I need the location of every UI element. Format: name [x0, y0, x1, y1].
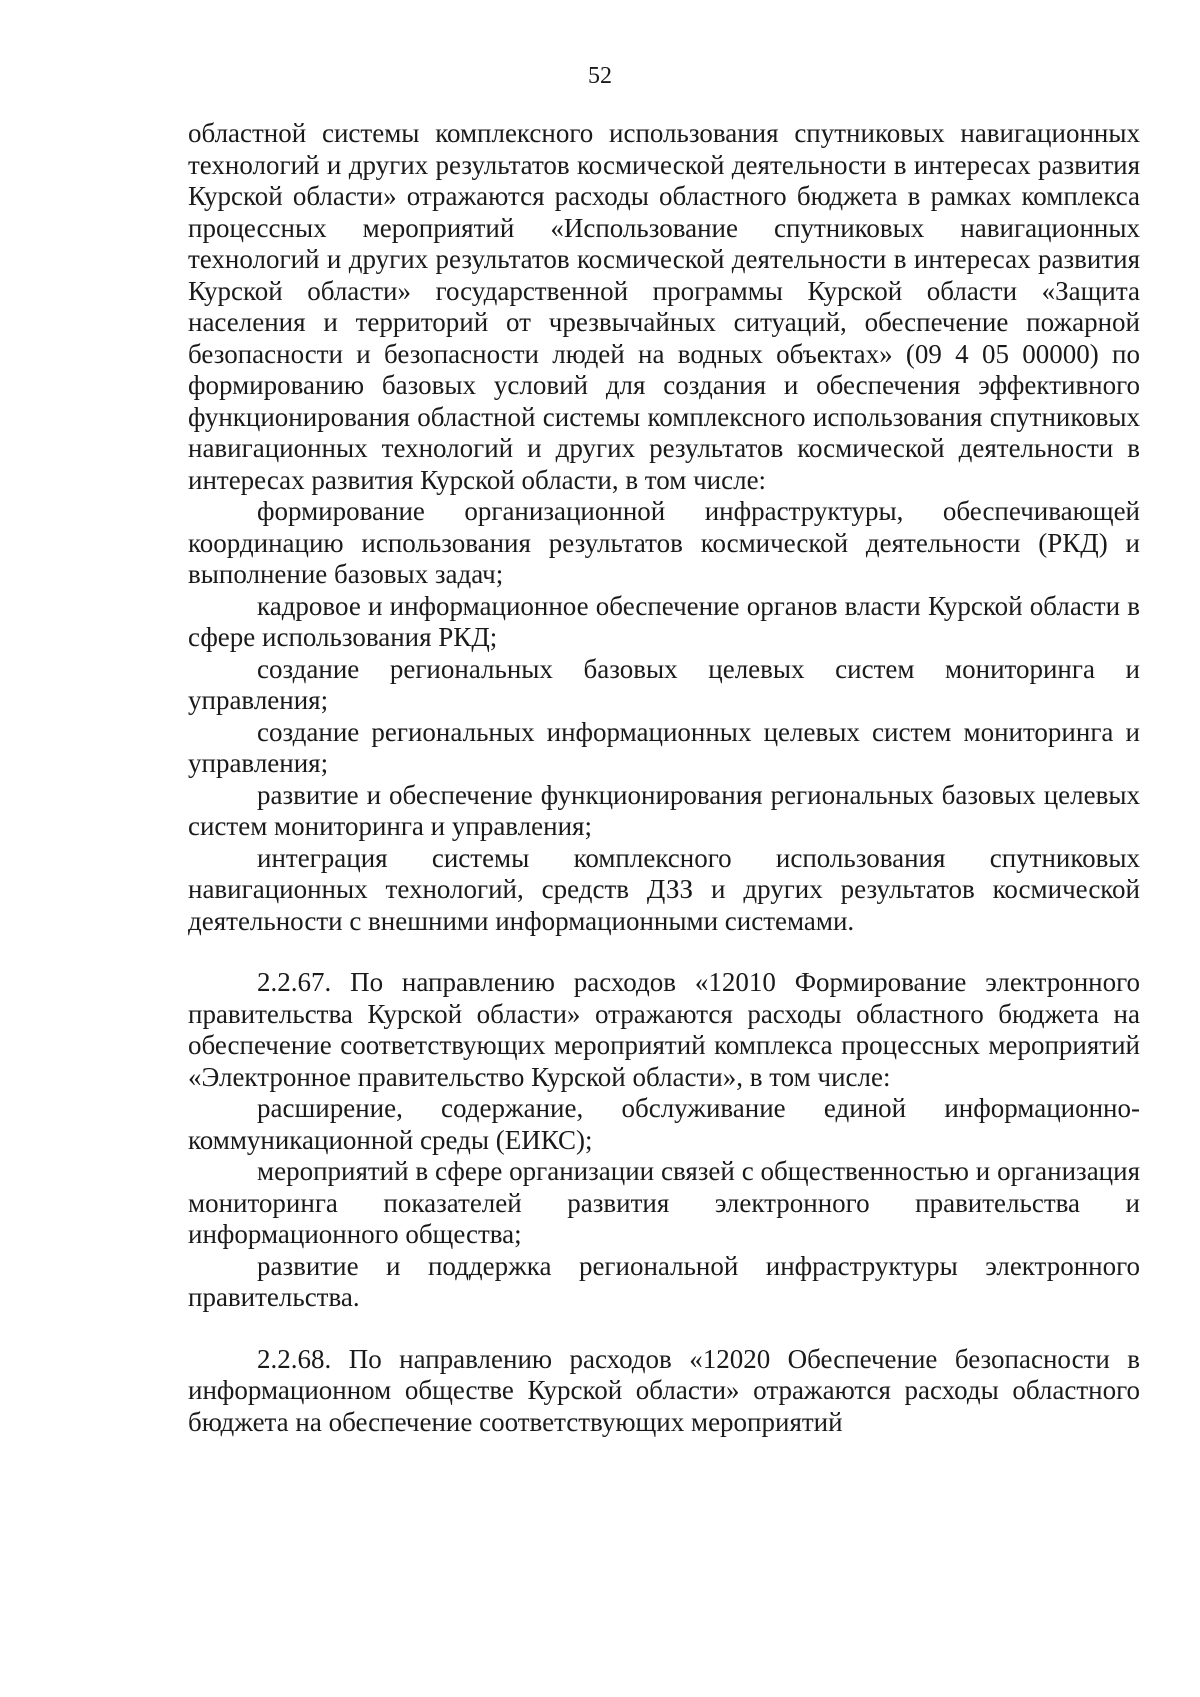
list-item: интеграция системы комплексного использования спутниковых навигационных технологий, средств ДЗЗ и других результатов космической деятельности с внешними информационными системами. — [188, 842, 1140, 936]
list-item: кадровое и информационное обеспечение органов власти Курской области в сфере использования РКД; — [188, 590, 1140, 652]
document-body — [188, 118, 1140, 1438]
section-2-2-67: 2.2.67. По направлению расходов «12010 Формирование электронного правительства Курской области» отражаются расходы областного бюджета на обеспечение соответствующих мероприятий комплекса процессных мероприятий «Электронное правительство Курской области», в том числе: — [188, 967, 1140, 1092]
section-2-2-68: 2.2.68. По направлению расходов «12020 Обеспечение безопасности в информационном обществе Курской области» отражаются расходы областного бюджета на обеспечение соответствующих мероприятий — [188, 1343, 1140, 1437]
list-item: формирование организационной инфраструктуры, обеспечивающей координацию использования результатов космической деятельности (РКД) и выполнение базовых задач; — [188, 496, 1140, 589]
list-item: развитие и поддержка региональной инфраструктуры электронного правительства. — [188, 1250, 1140, 1312]
page-number: 52 — [588, 63, 612, 89]
paragraph-continuation: областной системы комплексного использования спутниковых навигационных технологий и других результатов космической деятельности в интересах развития Курской области» отражаются расходы областного бюджета в рамках комплекса процессных мероприятий «Использование спутниковых навигационных технологий и других результатов космической деятельности в интересах развития Курской области» государственной программы Курской области «Защита населения и территорий от чрезвычайных ситуаций, обеспечение пожарной безопасности и безопасности людей на водных объектах» (09 4 05 00000) по формированию базовых условий для создания и обеспечения эффективного функционирования областной системы комплексного использования спутниковых навигационных технологий и других результатов космической деятельности в интересах развития Курской области, в том числе: — [188, 118, 1140, 495]
list-item: мероприятий в сфере организации связей с общественностью и организация мониторинга показателей развития электронного правительства и информационного общества; — [188, 1156, 1140, 1249]
list-item: расширение, содержание, обслуживание единой информационно-коммуникационной среды (ЕИКС); — [188, 1093, 1140, 1155]
list-item: развитие и обеспечение функционирования региональных базовых целевых систем мониторинга и управления; — [188, 779, 1140, 841]
list-item: создание региональных информационных целевых систем мониторинга и управления; — [188, 716, 1140, 778]
list-item: создание региональных базовых целевых систем мониторинга и управления; — [188, 653, 1140, 715]
